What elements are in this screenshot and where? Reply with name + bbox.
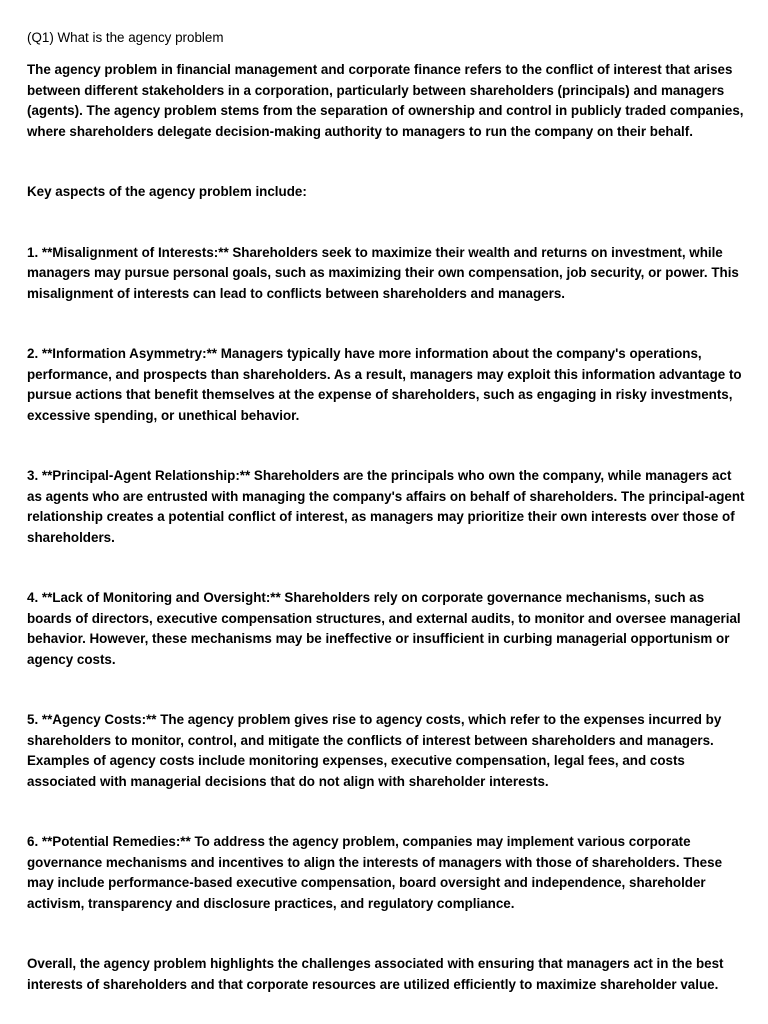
- spacer: [27, 304, 747, 344]
- spacer: [27, 792, 747, 832]
- spacer: [27, 142, 747, 182]
- point-information-asymmetry: 2. **Information Asymmetry:** Managers typically have more information about the company's operations, performance, and prospects than shareholders. As a result, managers may exploit this information advantage to pursue actions that benefit themselves at the expense of shareholders, such as engaging in risky investments, excessive spending, or unethical behavior.: [27, 346, 742, 423]
- point-principal-agent: 3. **Principal-Agent Relationship:** Shareholders are the principals who own the company, while managers act as agents who are entrusted with managing the company's affairs on behalf of shareholders. The principal-agent relationship creates a potential conflict of interest, as managers may prioritize their own interests over those of shareholders.: [27, 468, 745, 545]
- point-potential-remedies: 6. **Potential Remedies:** To address the agency problem, companies may implement various corporate governance mechanisms and incentives to align the interests of managers with those of shareholders. These may include performance-based executive compensation, board oversight and independence, shareholder activism, transparency and disclosure practices, and regulatory compliance.: [27, 834, 723, 911]
- intro-paragraph: The agency problem in financial management and corporate finance refers to the conflict of interest that arises between different stakeholders in a corporation, particularly between shareholders (principals) and managers (agents). The agency problem stems from the separation of ownership and control in publicly traded companies, where shareholders delegate decision-making authority to managers to run the company on their behalf.: [27, 62, 744, 139]
- key-aspects-heading: Key aspects of the agency problem include:: [27, 184, 307, 199]
- question-title: (Q1) What is the agency problem: [27, 30, 224, 45]
- point-agency-costs: 5. **Agency Costs:** The agency problem gives rise to agency costs, which refer to the expenses incurred by shareholders to monitor, control, and mitigate the conflicts of interest between shareholders and managers. Examples of agency costs include monitoring expenses, executive compensation, legal fees, and costs associated with managerial decisions that do not align with shareholder interests.: [27, 712, 722, 789]
- spacer: [27, 548, 747, 588]
- conclusion-paragraph: Overall, the agency problem highlights the challenges associated with ensuring that managers act in the best interests of shareholders and that corporate resources are utilized efficiently to maximize shareholder value.: [27, 956, 724, 992]
- point-monitoring-oversight: 4. **Lack of Monitoring and Oversight:** Shareholders rely on corporate governance mechanisms, such as boards of directors, executive compensation structures, and external audits, to monitor and oversee managerial behavior. However, these mechanisms may be ineffective or insufficient in curbing managerial opportunism or agency costs.: [27, 590, 741, 667]
- spacer: [27, 426, 747, 466]
- spacer: [27, 914, 747, 954]
- spacer: [27, 670, 747, 710]
- spacer: [27, 203, 747, 243]
- point-misalignment: 1. **Misalignment of Interests:** Shareholders seek to maximize their wealth and returns on investment, while managers may pursue personal goals, such as maximizing their own compensation, job security, or power. This misalignment of interests can lead to conflicts between shareholders and managers.: [27, 244, 739, 301]
- document-page: [27, 28, 747, 995]
